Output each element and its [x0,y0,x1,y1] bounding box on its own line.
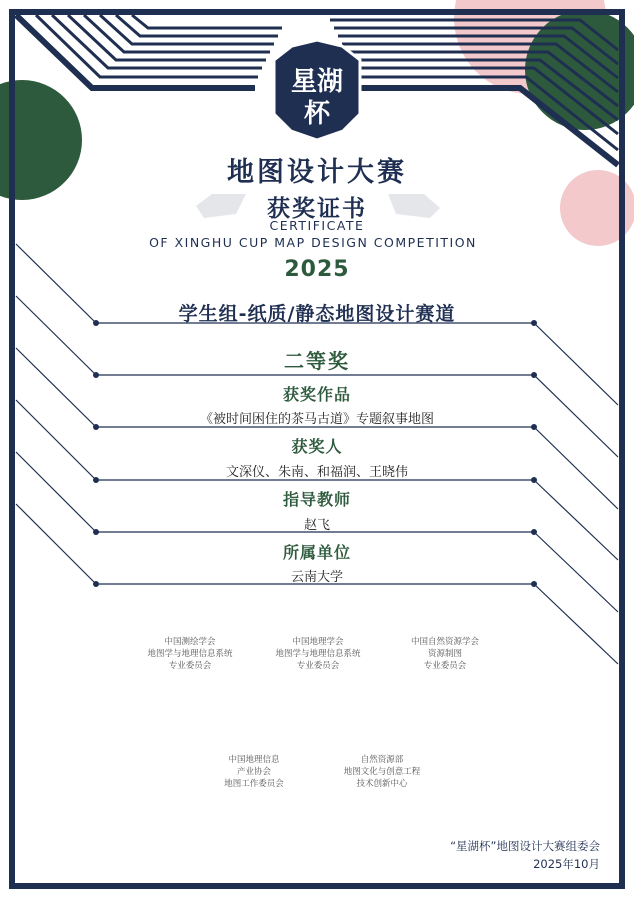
award-level: 二等奖 [284,349,350,373]
winners-value: 文深仪、朱南、和福润、王晓伟 [225,465,408,480]
winners-label: 获奖人 [291,437,343,456]
advisor-label: 指导教师 [282,490,351,509]
work-label: 获奖作品 [282,385,351,404]
institution-label: 所属单位 [282,543,351,562]
organizer-1: 中国测绘学会 地图学与地理信息系统 专业委员会 [147,637,233,671]
competition-year: 2025 [284,257,350,282]
organizer-4: 中国地理信息 产业协会 地图工作委员会 [224,755,284,789]
english-title-line2: OF XINGHU CUP MAP DESIGN COMPETITION [149,235,477,250]
institution-value: 云南大学 [290,570,343,585]
work-value: 《被时间困住的茶马古道》专题叙事地图 [199,412,434,427]
organizer-3: 中国自然资源学会 资源制图 专业委员会 [410,637,479,671]
organizer-5: 自然资源部 地图文化与创意工程 技术创新中心 [343,755,421,789]
organizer-2: 中国地理学会 地图学与地理信息系统 专业委员会 [275,637,361,671]
competition-track: 学生组-纸质/静态地图设计赛道 [178,303,456,325]
certificate-title: 获奖证书 [267,196,367,222]
competition-title: 地图设计大赛 [227,157,407,188]
issue-date: 2025年10月 [533,857,600,871]
advisor-value: 赵飞 [303,518,330,533]
xinghu-cup-logo [274,40,360,140]
english-title-line1: CERTIFICATE [269,218,365,233]
logo-text-top: 星湖 [290,67,344,97]
logo-text-bottom: 杯 [303,99,331,129]
organizing-committee: “星湖杯”地图设计大赛组委会 [450,839,600,853]
